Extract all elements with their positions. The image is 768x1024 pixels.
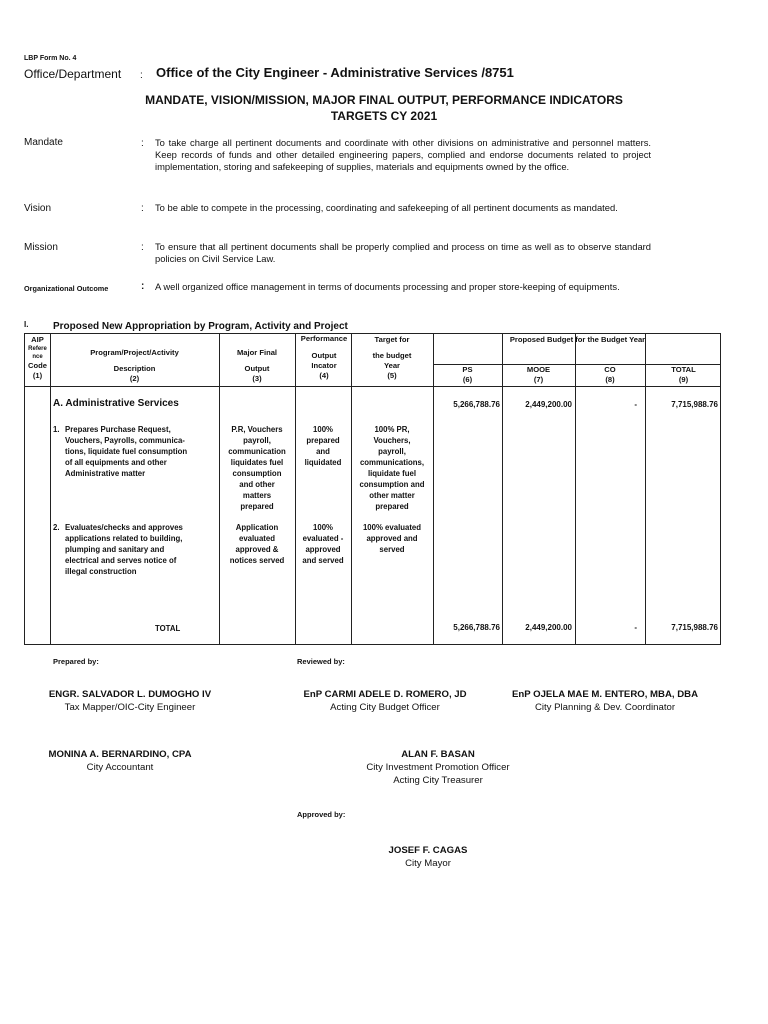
activity-2-number: 2. [53,523,60,532]
target-header: Target for the budget Year (5) [372,335,412,380]
ps-header: PS (6) [462,365,473,384]
total-row-label: TOTAL [155,624,181,633]
activity-2-mfo: Application evaluated approved & notices served [229,523,285,565]
document-subtitle: TARGETS CY 2021 [330,109,438,123]
budget-header: Proposed Budget for the Budget Year [509,335,646,344]
outcome-label: Organizational Outcome [24,284,109,293]
ppa-header: Program/Project/Activity Description (2) [90,348,179,383]
signatory-1-title: Tax Mapper/OIC-City Engineer [64,702,196,713]
mfo-header: Major Final Output (3) [236,348,278,383]
signatory-6-title: City Mayor [405,858,451,869]
mission-text: To ensure that all pertinent documents shall be properly complied and process on time as well as to observe standard policies on Civil Service Law. [155,241,651,264]
section-number: I. [24,320,29,329]
total-total: 7,715,988.76 [671,623,718,632]
mandate-label: Mandate [24,137,63,148]
signatory-3-title: City Planning & Dev. Coordinator [534,702,676,713]
reviewed-by-label: Reviewed by: [297,657,345,666]
program-total: 7,715,988.76 [671,400,718,409]
approved-by-label: Approved by: [297,810,346,819]
activity-2-indicator: 100% evaluated - approved and served [302,523,344,565]
signatory-2-name: EnP CARMI ADELE D. ROMERO, JD [303,689,467,700]
activity-2-target: 100% evaluated approved and served [362,523,422,554]
activity-1-description: Prepares Purchase Request, Vouchers, Payrolls, communica- tions, liquidate fuel consumption of all equipments and other Administrative matter [65,425,188,478]
activity-1-number: 1. [53,425,60,434]
vision-label: Vision [24,203,52,214]
activity-1-mfo: P.R, Vouchers payroll, communication liquidates fuel consumption and other matters prepared [228,425,286,511]
activity-1-indicator: 100% prepared and liquidated [304,425,342,467]
aip-header: AIP Refere nce Code (1) [28,335,47,380]
signatory-6-name: JOSEF F. CAGAS [388,845,468,856]
form-number: LBP Form No. 4 [24,55,77,62]
program-mooe: 2,449,200.00 [525,400,572,409]
signatory-1-name: ENGR. SALVADOR L. DUMOGHO IV [48,689,212,700]
signatory-5-title-2: Acting City Treasurer [393,775,483,786]
signatory-2-title: Acting City Budget Officer [330,702,440,713]
program-co: - [634,400,637,409]
total-co: - [634,623,637,632]
total-ps: 5,266,788.76 [453,623,500,632]
mandate-colon: : [141,138,144,149]
signatory-4-name: MONINA A. BERNARDINO, CPA [48,749,192,760]
mission-colon: : [141,242,144,253]
outcome-colon: : [141,281,145,292]
department-colon: : [140,70,143,81]
mooe-header: MOOE (7) [526,365,551,384]
prepared-by-label: Prepared by: [53,657,99,666]
performance-header: Performance Output Incator (4) [300,334,348,380]
activity-1-target: 100% PR, Vouchers, payroll, communications, liquidate fuel consumption and other matter prepared [359,425,425,511]
document-title: MANDATE, VISION/MISSION, MAJOR FINAL OUTPUT, PERFORMANCE INDICATORS [145,93,623,107]
program-ps: 5,266,788.76 [453,400,500,409]
signatory-3-name: EnP OJELA MAE M. ENTERO, MBA, DBA [511,689,699,700]
activity-2-description: Evaluates/checks and approves applications related to building, plumping and sanitary and electrical and serves notice of illegal construction [65,523,183,576]
vision-colon: : [141,203,144,214]
signatory-5-title: City Investment Promotion Officer [366,762,510,773]
mission-label: Mission [24,242,58,253]
section-title: Proposed New Appropriation by Program, Activity and Project [53,321,348,332]
vision-text: To be able to compete in the processing, coordinating and safekeeping of all pertinent documents as mandated. [155,202,618,213]
signatory-5-name: ALAN F. BASAN [401,749,475,760]
program-name: A. Administrative Services [53,398,179,409]
appropriation-table [24,333,721,645]
department-value: Office of the City Engineer - Administrative Services /8751 [156,65,514,80]
total-header: TOTAL (9) [671,365,696,384]
total-mooe: 2,449,200.00 [525,623,572,632]
co-header: CO (8) [604,365,616,384]
department-label: Office/Department [24,67,122,81]
mandate-text: To take charge all pertinent documents and coordinate with other divisions on administrative and personnel matters. Keep records of funds and other detailed engineering papers, complied and endorse documents related to project implementation, storing and safekeeping of supplies, materials and equipments owned by the office. [155,137,651,172]
signatory-4-title: City Accountant [86,762,154,773]
outcome-text: A well organized office management in terms of documents processing and proper store-keeping of equipments. [155,281,620,292]
